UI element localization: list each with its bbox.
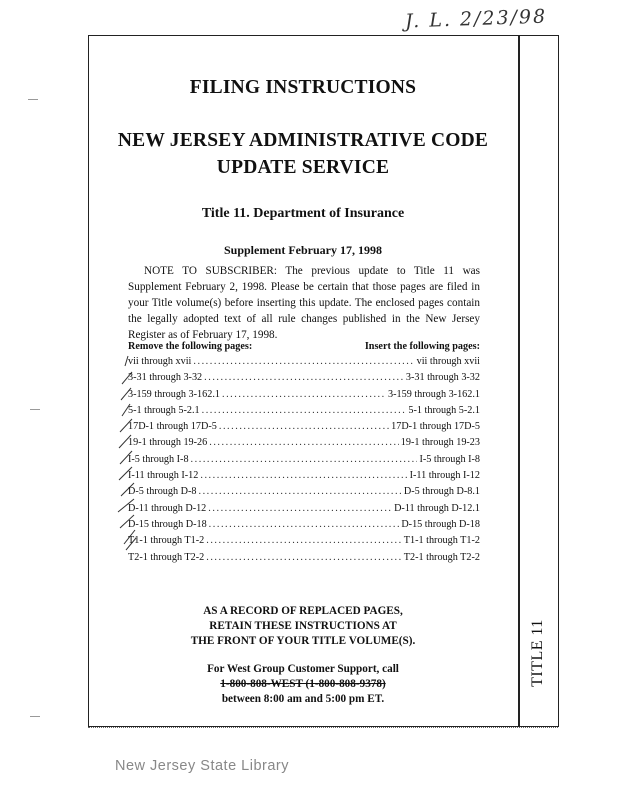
remove-range: vii through xvii xyxy=(128,356,192,367)
dot-leader xyxy=(198,486,401,497)
support-hours: between 8:00 am and 5:00 pm ET. xyxy=(221,693,385,705)
insert-range: 3-31 through 3-32 xyxy=(405,372,480,384)
insert-range: D-15 through D-18 xyxy=(401,518,480,530)
list-item xyxy=(128,470,480,486)
customer-support xyxy=(88,662,518,707)
dot-leader xyxy=(219,421,389,432)
list-item xyxy=(128,503,480,519)
support-line: For West Group Customer Support, call xyxy=(207,663,399,675)
remove-range: 17D-1 through 17D-5 xyxy=(128,421,217,433)
remove-range: I-5 through I-8 xyxy=(128,453,189,465)
margin-mark xyxy=(28,95,38,100)
remove-range: 19-1 through 19-26 xyxy=(128,437,208,449)
library-stamp: New Jersey State Library xyxy=(115,758,289,774)
support-phone: 1-800-808-WEST (1-800-808-9378) xyxy=(220,678,386,690)
list-item xyxy=(128,535,480,551)
dot-leader xyxy=(200,470,407,481)
insert-range: 17D-1 through 17D-5 xyxy=(391,421,480,433)
list-item xyxy=(128,389,480,405)
remove-range: 3-31 through 3-32 xyxy=(128,372,203,384)
page-replacement-list xyxy=(128,356,480,568)
insert-range: I-5 through I-8 xyxy=(419,453,480,465)
subtitle-line: UPDATE SERVICE xyxy=(216,157,390,178)
record-line: AS A RECORD OF REPLACED PAGES, xyxy=(203,605,403,617)
insert-range: 5-1 through 5-2.1 xyxy=(408,404,480,416)
record-line: RETAIN THESE INSTRUCTIONS AT xyxy=(209,620,397,632)
list-item xyxy=(128,356,480,372)
insert-range: 3-159 through 3-162.1 xyxy=(388,388,480,400)
dot-leader xyxy=(204,372,404,383)
list-item xyxy=(128,372,480,388)
insert-range: T1-1 through T1-2 xyxy=(403,535,480,547)
remove-range: T2-1 through T2-2 xyxy=(128,551,205,563)
dot-leader xyxy=(193,356,414,367)
remove-column-header: Remove the following pages: xyxy=(128,341,253,352)
insert-column-header: Insert the following pages: xyxy=(364,341,480,352)
remove-range: 3-159 through 3-162.1 xyxy=(128,388,220,400)
dot-leader xyxy=(206,535,402,546)
insert-range: I-11 through I-12 xyxy=(409,470,480,482)
bottom-border xyxy=(88,727,558,728)
dot-leader xyxy=(209,519,400,530)
list-item xyxy=(128,454,480,470)
page-subtitle xyxy=(88,127,518,181)
title-label: Title 11. Department of Insurance xyxy=(201,206,405,221)
insert-range: vii through xvii xyxy=(416,356,480,367)
margin-mark xyxy=(30,405,40,410)
list-item xyxy=(128,421,480,437)
dot-leader xyxy=(222,389,386,400)
dot-leader xyxy=(191,454,418,465)
remove-range: T1-1 through T1-2 xyxy=(128,535,205,547)
remove-range: D-5 through D-8 xyxy=(128,486,197,498)
list-item xyxy=(128,552,480,568)
page-title: FILING INSTRUCTIONS xyxy=(189,77,417,98)
remove-range: D-11 through D-12 xyxy=(128,502,207,514)
dot-leader xyxy=(208,503,392,514)
list-item xyxy=(128,519,480,535)
dot-leader xyxy=(202,405,407,416)
remove-range: D-15 through D-18 xyxy=(128,518,207,530)
title-tab-label: TITLE 11 xyxy=(529,619,547,687)
dot-leader xyxy=(209,437,399,448)
record-line: THE FRONT OF YOUR TITLE VOLUME(S). xyxy=(190,635,416,647)
insert-range: D-5 through D-8.1 xyxy=(403,486,480,498)
list-item xyxy=(128,437,480,453)
record-instructions xyxy=(88,604,518,649)
list-item xyxy=(128,405,480,421)
title-tab xyxy=(520,588,556,718)
remove-range: I-11 through I-12 xyxy=(128,470,199,482)
dot-leader xyxy=(206,552,402,563)
handwritten-initials-date: J. L. 2/23/98 xyxy=(404,5,548,33)
list-item xyxy=(128,486,480,502)
subscriber-note: NOTE TO SUBSCRIBER: The previous update to Title 11 was Supplement February 2, 1998. Please be certain that those pages are filed in your Title volume(s) before inserting this update. The enclosed pages contain the legally adopted text of all rule changes published in the New Jersey Register as of February 17, 1998. xyxy=(128,265,480,341)
supplement-date: Supplement February 17, 1998 xyxy=(223,243,382,257)
insert-range: T2-1 through T2-2 xyxy=(403,551,480,563)
remove-range: 5-1 through 5-2.1 xyxy=(128,404,200,416)
margin-mark xyxy=(30,712,40,717)
insert-range: D-11 through D-12.1 xyxy=(394,502,480,514)
insert-range: 19-1 through 19-23 xyxy=(400,437,480,449)
subtitle-line: NEW JERSEY ADMINISTRATIVE CODE xyxy=(117,130,489,151)
